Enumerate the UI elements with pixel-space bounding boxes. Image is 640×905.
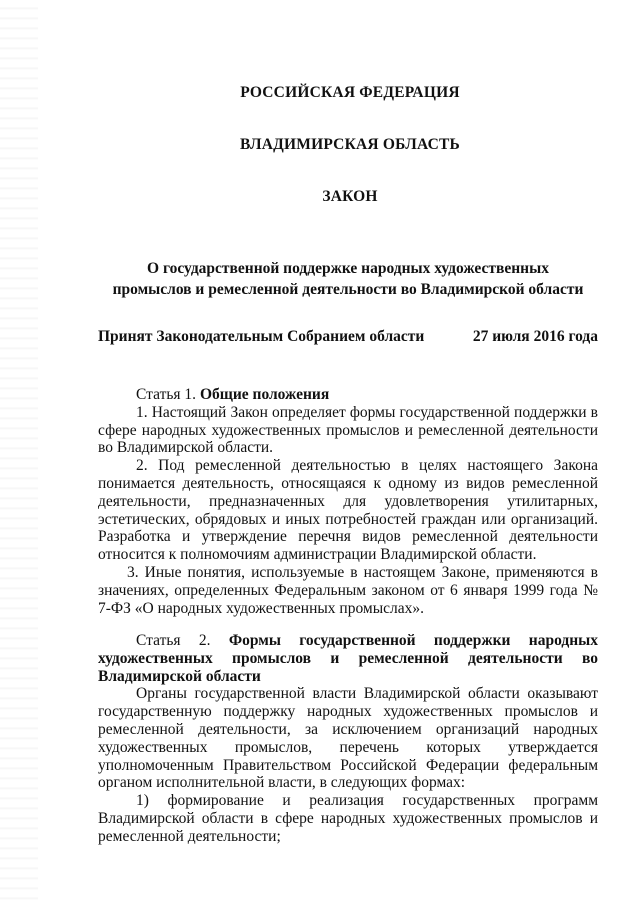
- article-1-prefix: Статья 1.: [136, 386, 197, 403]
- article-1-name: Общие положения: [199, 386, 330, 403]
- article-2-heading: [98, 632, 598, 685]
- adopted-by: Принят Законодательным Собранием области: [98, 328, 425, 345]
- article-1-paragraph-2: 2. Под ремесленной деятельностью в целях настоящего Закона понимается деятельность, относящаяся к одному из видов ремесленной деятельности, предназначенных для удовлетворения утилитарных, эстетических, обрядовых и иных потребностей граждан или организаций. Разработка и утверждение перечня видов ремесленной деятельности относится к полномочиям администрации Владимирской области.: [98, 457, 598, 564]
- article-1-heading: [98, 386, 598, 404]
- article-2-paragraph-2: 1) формирование и реализация государственных программ Владимирской области в сфере народных художественных промыслов и ремесленной деятельности;: [98, 792, 598, 845]
- article-1-paragraph-3: 3. Иные понятия, используемые в настоящем Законе, применяются в значениях, определенных Федеральным законом от 6 января 1999 года № 7-ФЗ «О народных художественных промыслах».: [98, 563, 598, 617]
- article-1-paragraph-1: 1. Настоящий Закон определяет формы государственной поддержки в сфере народных художественных промыслов и ремесленной деятельности во Владимирской области.: [98, 403, 598, 457]
- adoption-date: 27 июля 2016 года: [472, 328, 598, 345]
- article-2-paragraph-1: Органы государственной власти Владимирской области оказывают государственную поддержку народных художественных промыслов и ремесленной деятельности, за исключением организаций народных художественных промыслов, перечень которых утверждается уполномоченным Правительством Российской Федерации федеральным органом исполнительной власти, в следующих формах:: [98, 685, 598, 792]
- article-2: [98, 632, 598, 846]
- region-heading: ВЛАДИМИРСКАЯ ОБЛАСТЬ: [240, 136, 460, 153]
- article-2-prefix: Статья 2.: [136, 632, 211, 649]
- federation-heading: РОССИЙСКАЯ ФЕДЕРАЦИЯ: [240, 84, 460, 101]
- adoption-line: [98, 328, 598, 346]
- law-title: [98, 258, 598, 300]
- law-heading: ЗАКОН: [322, 188, 378, 205]
- article-1: [98, 386, 598, 617]
- article-2-name: Формы государственной поддержки народных художественных промыслов и ремесленной деятельности во Владимирской области: [98, 632, 598, 685]
- law-title-line-1: О государственной поддержке народных художественных: [147, 260, 549, 277]
- law-title-line-2: промыслов и ремесленной деятельности во Владимирской области: [112, 281, 584, 298]
